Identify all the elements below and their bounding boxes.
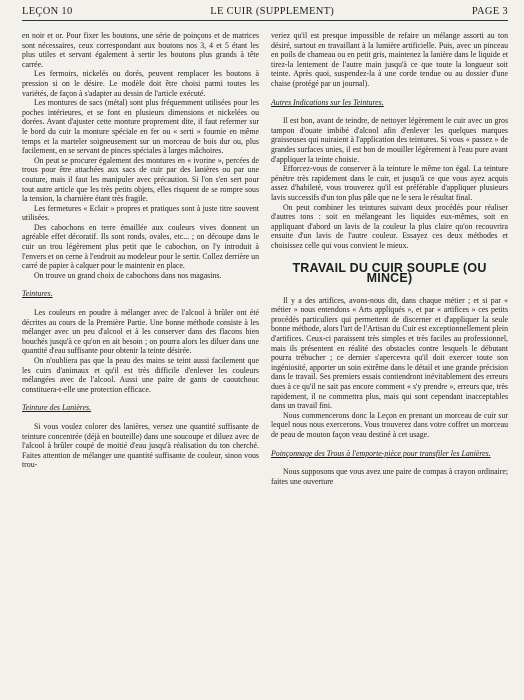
paragraph: Les fermetures « Eclair » propres et pratiques sont à juste titre souvent utilisées.	[22, 203, 259, 223]
paragraph: On trouve un grand choix de cabochons dans nos magasins.	[34, 270, 222, 280]
chapter-title: TRAVAIL DU CUIR SOUPLE (OU MINCE)	[292, 261, 487, 286]
paragraph: Il est bon, avant de teindre, de nettoyer légèrement le cuir avec un gros tampon d'ouate imbibé d'alcool afin d'enlever les quelques marques graisseuses qui nuiraient à l'application des teintures. Si vous « passez » de grandes surfaces unies, il est bon de mouiller légèrement à l'eau pure avant d'appliquer la teinte choisie.	[271, 116, 508, 164]
paragraph: Il y a des artifices, avons-nous dit, dans chaque métier ; et si par « métier » nous entendons « Arts appliqués », et par « artifices » ces petits procédés particuliers qui permettent de discerner et d'appliquer la seule bonne méthode, alors l'art de l'Artisan du Cuir est exceptionnellement plein d'artifices. Ceux-ci paraissent très simples et très faciles au professionnel, mais ils présentent en réalité des obstacles contre lesquels le débutant pourra trébucher ; ce dernier s'apercevra qu'il doit exercer toute son ingéniosité, apporter un soin extrême dans le détail et une grande précision dans le travail. Ses premiers essais contiendront inévitablement des erreurs dues à ce qu'il ne sait pas encore comment « s'y prendre », erreurs que, très rapidement, il ne commettra plus, mais qui sont cependant inacceptables dans un travail fini.	[271, 295, 508, 411]
running-title: LE CUIR (SUPPLEMENT)	[210, 6, 335, 17]
paragraph: Nous supposons que vous avez une paire de compas à crayon ordinaire; faites une ouverture	[271, 467, 509, 486]
page-number: PAGE 3	[471, 6, 508, 17]
left-column	[22, 31, 259, 486]
paragraph: Les montures de sacs (métal) sont plus fréquemment utilisées pour les poches intérieures, et se font en plusieurs dimensions et nickelées ou dorées. Avant d'ajuster cette monture proprement dite, il faut refermer sur le bord du cuir la monture spéciale en fer ou « serti » fournie en même temps et la marteler soigneusement sur un morceau de bois dur ou, plus facilement, en se servant de pinces spéciales à larges mâchoires.	[22, 98, 259, 156]
paragraph: Si vous voulez colorer des lanières, versez une quantité suffisante de teinture concentrée (déjà en bouteille) dans une soucoupe et diluez avec de l'alcool à brûler coupé de moitié d'eau jusqu'à réalisation du ton cherché. Faites attention de mélanger une quantité suffisante de couleur, sinon vous trou-	[22, 421, 259, 470]
paragraph: en noir et or. Pour fixer les boutons, une série de poinçons et de matrices sont nécessaires, ceux correspondant aux boutons nos 3, 4 et 5 étant les plus utiles et servant également à sertir les boutons plus grands à tête carrée.	[22, 31, 259, 69]
paragraph: veriez qu'il est presque impossible de refaire un mélange assorti au ton désiré, surtout en travaillant à la lumière artificielle. Puis, avec un pinceau en poils de chameau ou en petit gris, maintenez la lanière dans le liquide et tirez-la lentement de l'autre main jusqu'à ce que toute la longueur soit teinte. Après quoi, suspendez-la à une corde tendue ou au dossier d'une chaise (protégé par un journal).	[271, 31, 508, 88]
section-heading: Teintures.	[22, 289, 53, 299]
paragraph: Nous commencerons donc la Leçon en prenant un morceau de cuir sur lequel nous nous exercerons. Vous trouverez dans votre coffret un morceau de peau de mouton façon veau destiné à cet usage.	[271, 410, 508, 439]
paragraph: Les fermoirs, nickelés ou dorés, peuvent remplacer les boutons à pression si on le désire. Le modèle doit être choisi parmi toutes les variétés, de façon à s'adapter au dessin de l'article exécuté.	[22, 69, 259, 98]
paragraph: Des cabochons en terre émaillée aux couleurs vives donnent un agréable effet décoratif. Ils sont ronds, ovales, etc... ; on découpe dans le cuir un trou légèrement plus petit que le cabochon, on l'y introduit à l'envers et on cerne à l'endroit au modeleur pour le sertir. Collez derrière un carré de papier à calquer pour le maintenir en place.	[22, 222, 259, 271]
paragraph: Efforcez-vous de conserver à la teinture le même ton égal. La teinture pénètre très rapidement dans le cuir, et jusqu'à ce que vous ayez acquis assez d'habileté, vous trouverez qu'il est préférable d'appliquer plusieurs lavis successifs d'un ton plus pâle que ne le sera le résultat final.	[271, 164, 508, 202]
lesson-number: LEÇON 10	[22, 6, 73, 17]
section-heading: Teinture des Lanières.	[22, 403, 92, 413]
paragraph: On n'oubliera pas que la peau des mains se teint aussi facilement que les cuirs d'animaux et qu'il est très difficile d'enlever les couleurs mélangées avec de l'alcool. Aussi une paire de gants de caoutchouc constituera-t-elle une protection efficace.	[22, 356, 259, 394]
paragraph: Les couleurs en poudre à mélanger avec de l'alcool à brûler ont été décrites au cours de la Première Partie. Une bonne méthode consiste à les mélanger avec un peu d'alcool et à les conserver dans des flacons bien bouchés jusqu'à ce qu'on en ait besoin ; on pourra alors les diluer dans une quantité d'eau suffisante pour obtenir la teinte désirée.	[22, 308, 259, 356]
section-heading: Poinçonnage des Trous à l'emporte-pièce pour transfiler les Lanières.	[271, 448, 491, 458]
right-column	[271, 31, 508, 486]
paragraph: On peut combiner les teintures suivant deux procédés pour réaliser d'autres tons : soit en mélangeant les liquides eux-mêmes, soit en appliquant d'abord un lavis de la couleur la plus claire qu'on recouvrira ensuite d'un lavis de l'autre couleur. Essayez ces deux méthodes et choisissez celle qui vous convient le mieux.	[271, 202, 508, 250]
page-header	[22, 6, 508, 21]
paragraph: On peut se procurer également des montures en « ivorine », percées de trous pour être attachées aux sacs de cuir par des lanières ou par une couture, mais il faut les manipuler avec précaution. Si l'on s'en sert pour tout autre article que les très petits objets, elles risquent de se rompre sous la tension, la charnière étant très fragile.	[22, 155, 259, 204]
text-columns	[22, 31, 508, 486]
section-heading: Autres Indications sur les Teintures.	[271, 97, 384, 107]
